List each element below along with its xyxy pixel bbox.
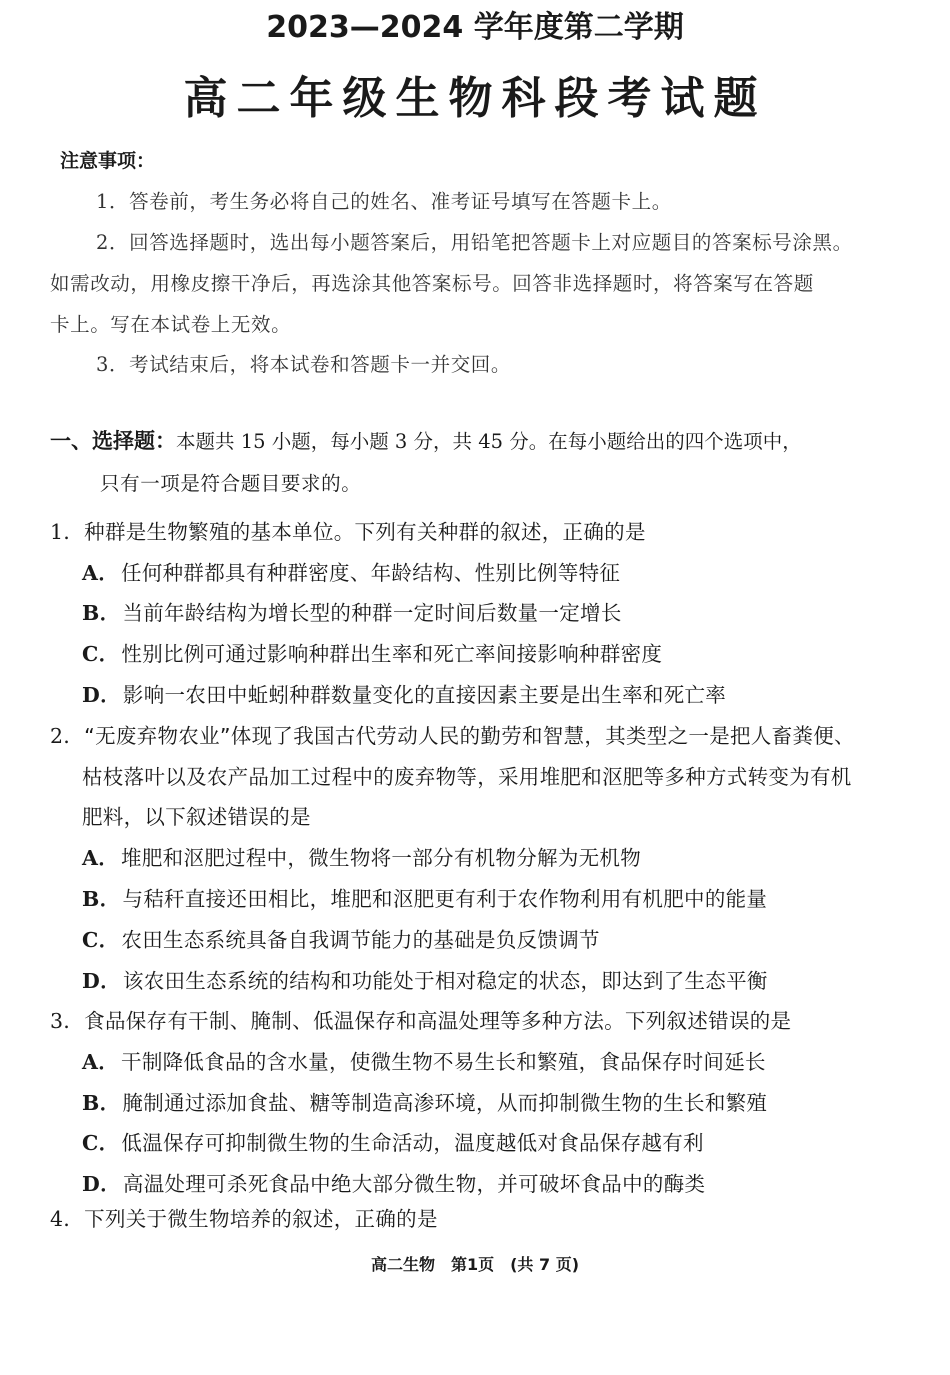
question-2-option-d (82, 964, 768, 994)
question-number: 4． (50, 1207, 85, 1231)
question-4-stem (50, 1202, 438, 1232)
option-text: 低温保存可抑制微生物的生命活动，温度越低对食品保存越有利 (121, 1131, 704, 1155)
question-1-option-c (82, 637, 662, 667)
option-label: A． (82, 846, 120, 870)
question-3-stem (50, 1004, 791, 1034)
notice-line-1: 1．答卷前，考生务必将自己的姓名、准考证号填写在答题卡上。 (96, 190, 672, 213)
page-footer: 高二生物 第1页 (共 7 页) (370, 1255, 580, 1274)
option-text: 与秸秆直接还田相比，堆肥和沤肥更有利于农作物利用有机肥中的能量 (122, 887, 768, 911)
question-2-option-a (82, 841, 641, 871)
option-label: C． (82, 1131, 120, 1155)
question-number: 2． (50, 724, 85, 748)
question-2-stem (50, 719, 855, 749)
question-stem-text: 下列关于微生物培养的叙述，正确的是 (84, 1207, 438, 1231)
option-label: B． (82, 887, 121, 911)
option-text: 腌制通过添加食盐、糖等制造高渗环境，从而抑制微生物的生长和繁殖 (122, 1091, 768, 1115)
option-label: A． (82, 561, 120, 585)
option-text: 性别比例可通过影响种群出生率和死亡率间接影响种群密度 (121, 642, 663, 666)
question-number: 3． (50, 1009, 85, 1033)
option-label: B． (82, 601, 121, 625)
section-heading-line (50, 425, 802, 455)
question-2-option-b (82, 882, 767, 912)
question-1-option-d (82, 678, 726, 708)
question-3-option-d (82, 1167, 705, 1197)
question-3-option-b (82, 1086, 767, 1116)
option-label: C． (82, 928, 120, 952)
option-text: 堆肥和沤肥过程中，微生物将一部分有机物分解为无机物 (121, 846, 642, 870)
question-1-stem (50, 515, 646, 545)
option-label: D． (82, 1172, 121, 1196)
question-2-option-c (82, 923, 600, 953)
option-text: 干制降低食品的含水量，使微生物不易生长和繁殖，食品保存时间延长 (121, 1050, 766, 1074)
exam-title: 高二年级生物科段考试题 (183, 73, 767, 124)
question-1-option-b (82, 596, 622, 626)
notice-line-4: 卡上。写在本试卷上无效。 (50, 313, 292, 336)
question-3-option-a (82, 1045, 766, 1075)
section-heading: 一、选择题： (50, 429, 176, 453)
option-label: D． (82, 683, 121, 707)
notice-line-3: 如需改动，用橡皮擦干净后，再选涂其他答案标号。回答非选择题时，将答案写在答题 (50, 272, 814, 295)
question-stem-text: “无废弃物农业”体现了我国古代劳动人民的勤劳和智慧，其类型之一是把人畜粪便、 (84, 724, 855, 748)
option-text: 当前年龄结构为增长型的种群一定时间后数量一定增长 (122, 601, 622, 625)
section-description-cont: 只有一项是符合题目要求的。 (100, 472, 362, 495)
section-description: 本题共 15 小题，每小题 3 分，共 45 分。在每小题给出的四个选项中， (176, 430, 802, 453)
question-3-option-c (82, 1126, 704, 1156)
option-label: D． (82, 969, 121, 993)
option-text: 影响一农田中蚯蚓种群数量变化的直接因素主要是出生率和死亡率 (122, 683, 727, 707)
option-text: 任何种群都具有种群密度、年龄结构、性别比例等特征 (121, 561, 621, 585)
notice-line-5: 3．考试结束后，将本试卷和答题卡一并交回。 (96, 353, 512, 376)
option-label: C． (82, 642, 120, 666)
option-text: 农田生态系统具备自我调节能力的基础是负反馈调节 (121, 928, 600, 952)
option-text: 高温处理可杀死食品中绝大部分微生物，并可破坏食品中的酶类 (122, 1172, 706, 1196)
question-1-option-a (82, 556, 620, 586)
option-label: B． (82, 1091, 121, 1115)
question-number: 1． (50, 520, 85, 544)
question-stem-text: 种群是生物繁殖的基本单位。下列有关种群的叙述，正确的是 (84, 520, 646, 544)
option-text: 该农田生态系统的结构和功能处于相对稳定的状态，即达到了生态平衡 (122, 969, 768, 993)
notice-line-2: 2．回答选择题时，选出每小题答案后，用铅笔把答题卡上对应题目的答案标号涂黑。 (96, 231, 853, 254)
question-2-stem-line-3: 肥料，以下叙述错误的是 (82, 805, 311, 829)
question-2-stem-line-2: 枯枝落叶以及农产品加工过程中的废弃物等，采用堆肥和沤肥等多种方式转变为有机 (82, 765, 852, 789)
option-label: A． (82, 1050, 120, 1074)
notice-heading: 注意事项： (60, 150, 156, 172)
question-stem-text: 食品保存有干制、腌制、低温保存和高温处理等多种方法。下列叙述错误的是 (84, 1009, 792, 1033)
term-header: 2023—2024 学年度第二学期 (266, 10, 684, 45)
